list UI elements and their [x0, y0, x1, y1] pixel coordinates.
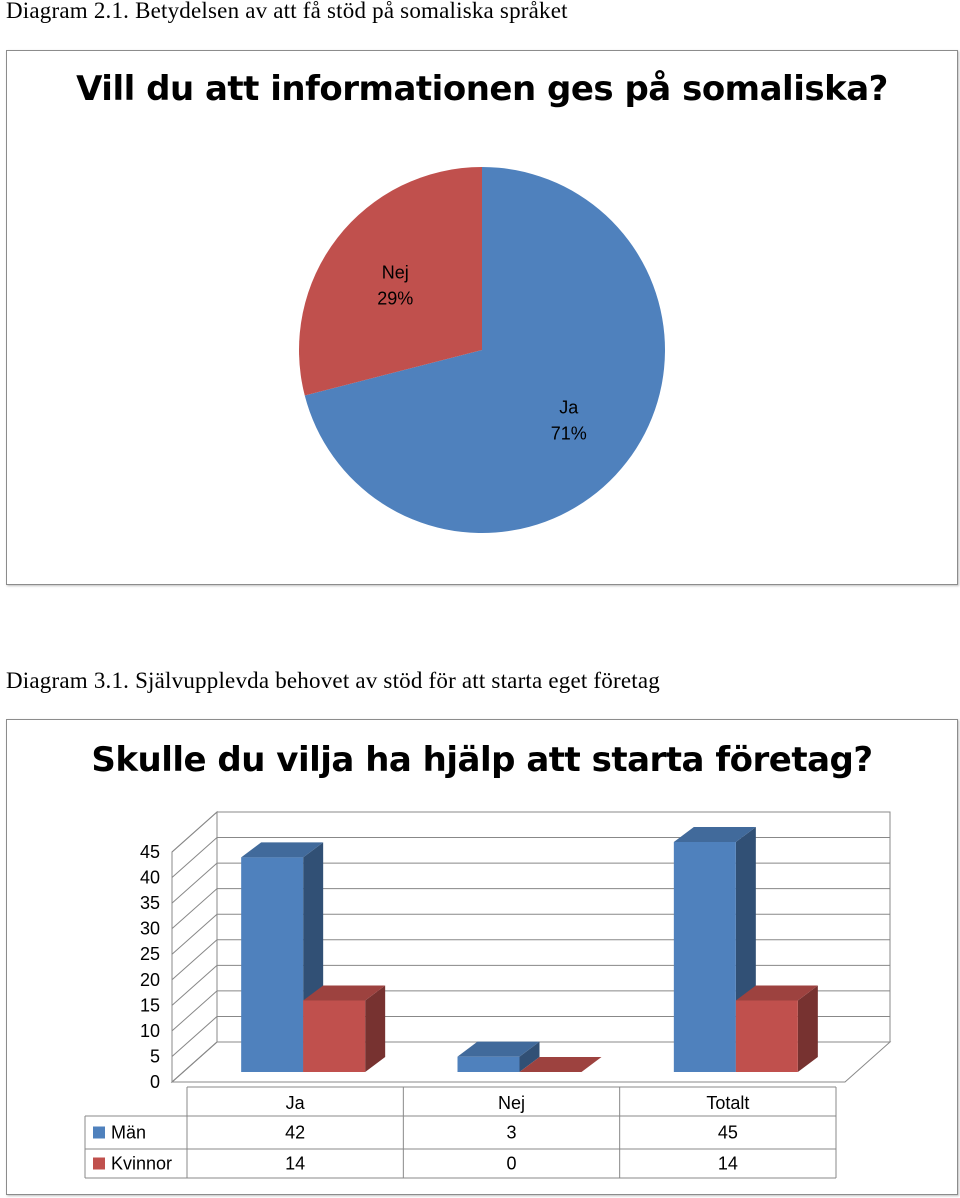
- table-value: 45: [717, 1122, 738, 1143]
- y-tick-label: 5: [149, 1046, 160, 1067]
- pie-label-nej: Nej: [381, 262, 409, 283]
- table-value: 14: [285, 1153, 306, 1174]
- bar-chart: [7, 720, 957, 1194]
- caption-diagram-2-1: Diagram 2.1. Betydelsen av att få stöd på somaliska språket: [6, 0, 568, 23]
- x-category-label: Ja: [285, 1093, 305, 1113]
- bar-front: [303, 1000, 365, 1072]
- x-category-label: Nej: [497, 1093, 526, 1113]
- bar-side: [365, 985, 385, 1072]
- caption-diagram-3-1: Diagram 3.1. Självupplevda behovet av stöd för att starta eget företag: [6, 668, 660, 693]
- bar-kvinnor-totalt: [736, 985, 818, 1072]
- bar-kvinnor-ja: [303, 985, 385, 1072]
- y-tick-label: 45: [139, 842, 160, 862]
- bar-front: [458, 1057, 520, 1072]
- y-tick-label: 10: [139, 1020, 160, 1041]
- table-value: 3: [506, 1122, 517, 1143]
- table-value: 14: [717, 1153, 738, 1174]
- legend-swatch-kvinnor: [93, 1158, 105, 1170]
- pie-chart-title: Vill du att informationen ges på somaliska?: [76, 69, 888, 109]
- pie-chart: [7, 51, 957, 584]
- y-tick-label: 30: [139, 918, 160, 939]
- y-tick-label: 20: [139, 969, 160, 990]
- y-tick-label: 25: [139, 944, 160, 965]
- pie-chart-frame: [6, 50, 958, 585]
- y-tick-label: 35: [139, 893, 160, 914]
- bar-front: [241, 857, 303, 1072]
- y-tick-label: 40: [139, 867, 160, 888]
- table-value: 42: [285, 1122, 306, 1143]
- pie-label-ja: Ja: [559, 397, 579, 418]
- bar-front: [736, 1000, 798, 1072]
- bar-chart-frame: [6, 719, 958, 1195]
- legend-label-män: Män: [111, 1122, 147, 1143]
- side-wall: [172, 812, 217, 1082]
- bar-front: [674, 842, 736, 1072]
- table-value: 0: [506, 1153, 517, 1174]
- x-category-label: Totalt: [706, 1093, 750, 1113]
- legend-label-kvinnor: Kvinnor: [111, 1153, 173, 1174]
- pie-pct-ja: 71%: [550, 423, 587, 444]
- legend-swatch-män: [93, 1127, 105, 1139]
- y-tick-label: 0: [149, 1072, 160, 1092]
- pie-pct-nej: 29%: [377, 288, 414, 309]
- bar-side: [798, 985, 818, 1072]
- bar-chart-title: Skulle du vilja ha hjälp att starta företag?: [91, 740, 873, 780]
- y-tick-label: 15: [139, 995, 160, 1016]
